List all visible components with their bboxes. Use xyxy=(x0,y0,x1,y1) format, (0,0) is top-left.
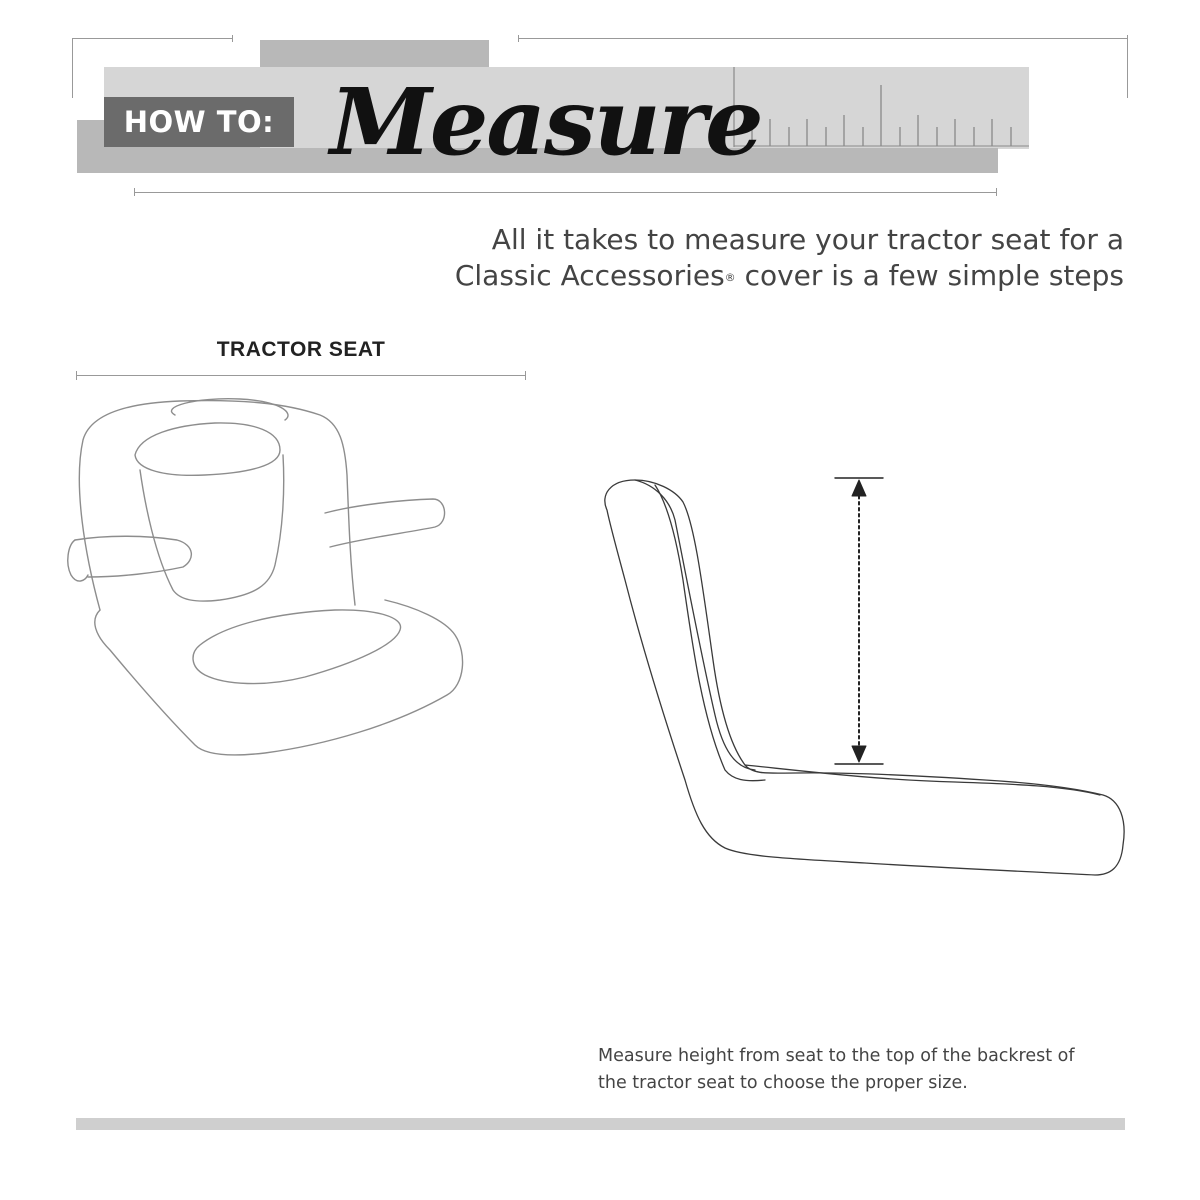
section-title: TRACTOR SEAT xyxy=(216,338,386,361)
tractor-seat-front-illustration xyxy=(55,395,475,765)
frame-line-top-right xyxy=(518,38,1128,39)
intro-text xyxy=(424,222,1124,294)
brand-name: Classic Accessories xyxy=(454,259,725,292)
caption-line-1: Measure height from seat to the top of the backrest of xyxy=(598,1046,1075,1066)
intro-line-1: All it takes to measure your tractor seat for a xyxy=(491,223,1124,256)
frame-tick xyxy=(518,35,519,42)
section-underline-tick xyxy=(525,371,526,380)
caption-line-2: the tractor seat to choose the proper size. xyxy=(598,1073,968,1093)
frame-line-left-vertical xyxy=(72,38,73,98)
how-to-label: HOW TO: xyxy=(104,97,294,147)
ruler-icon xyxy=(733,67,1029,149)
frame-tick xyxy=(996,188,997,196)
frame-line-bottom xyxy=(134,192,996,193)
registered-mark: ® xyxy=(724,271,736,284)
measurement-caption xyxy=(598,1043,1138,1097)
section-underline-tick xyxy=(76,371,77,380)
section-underline xyxy=(76,375,526,376)
tractor-seat-side-illustration xyxy=(595,470,1135,890)
frame-tick xyxy=(134,188,135,196)
frame-tick xyxy=(232,35,233,42)
intro-line-2-rest: cover is a few simple steps xyxy=(735,259,1124,292)
frame-line-top-left xyxy=(72,38,232,39)
height-arrow-icon xyxy=(835,478,883,764)
frame-line-right-vertical xyxy=(1127,38,1128,98)
intro-line-2 xyxy=(424,258,1124,294)
footer-divider xyxy=(76,1118,1125,1130)
page-title: Measure xyxy=(330,68,762,176)
